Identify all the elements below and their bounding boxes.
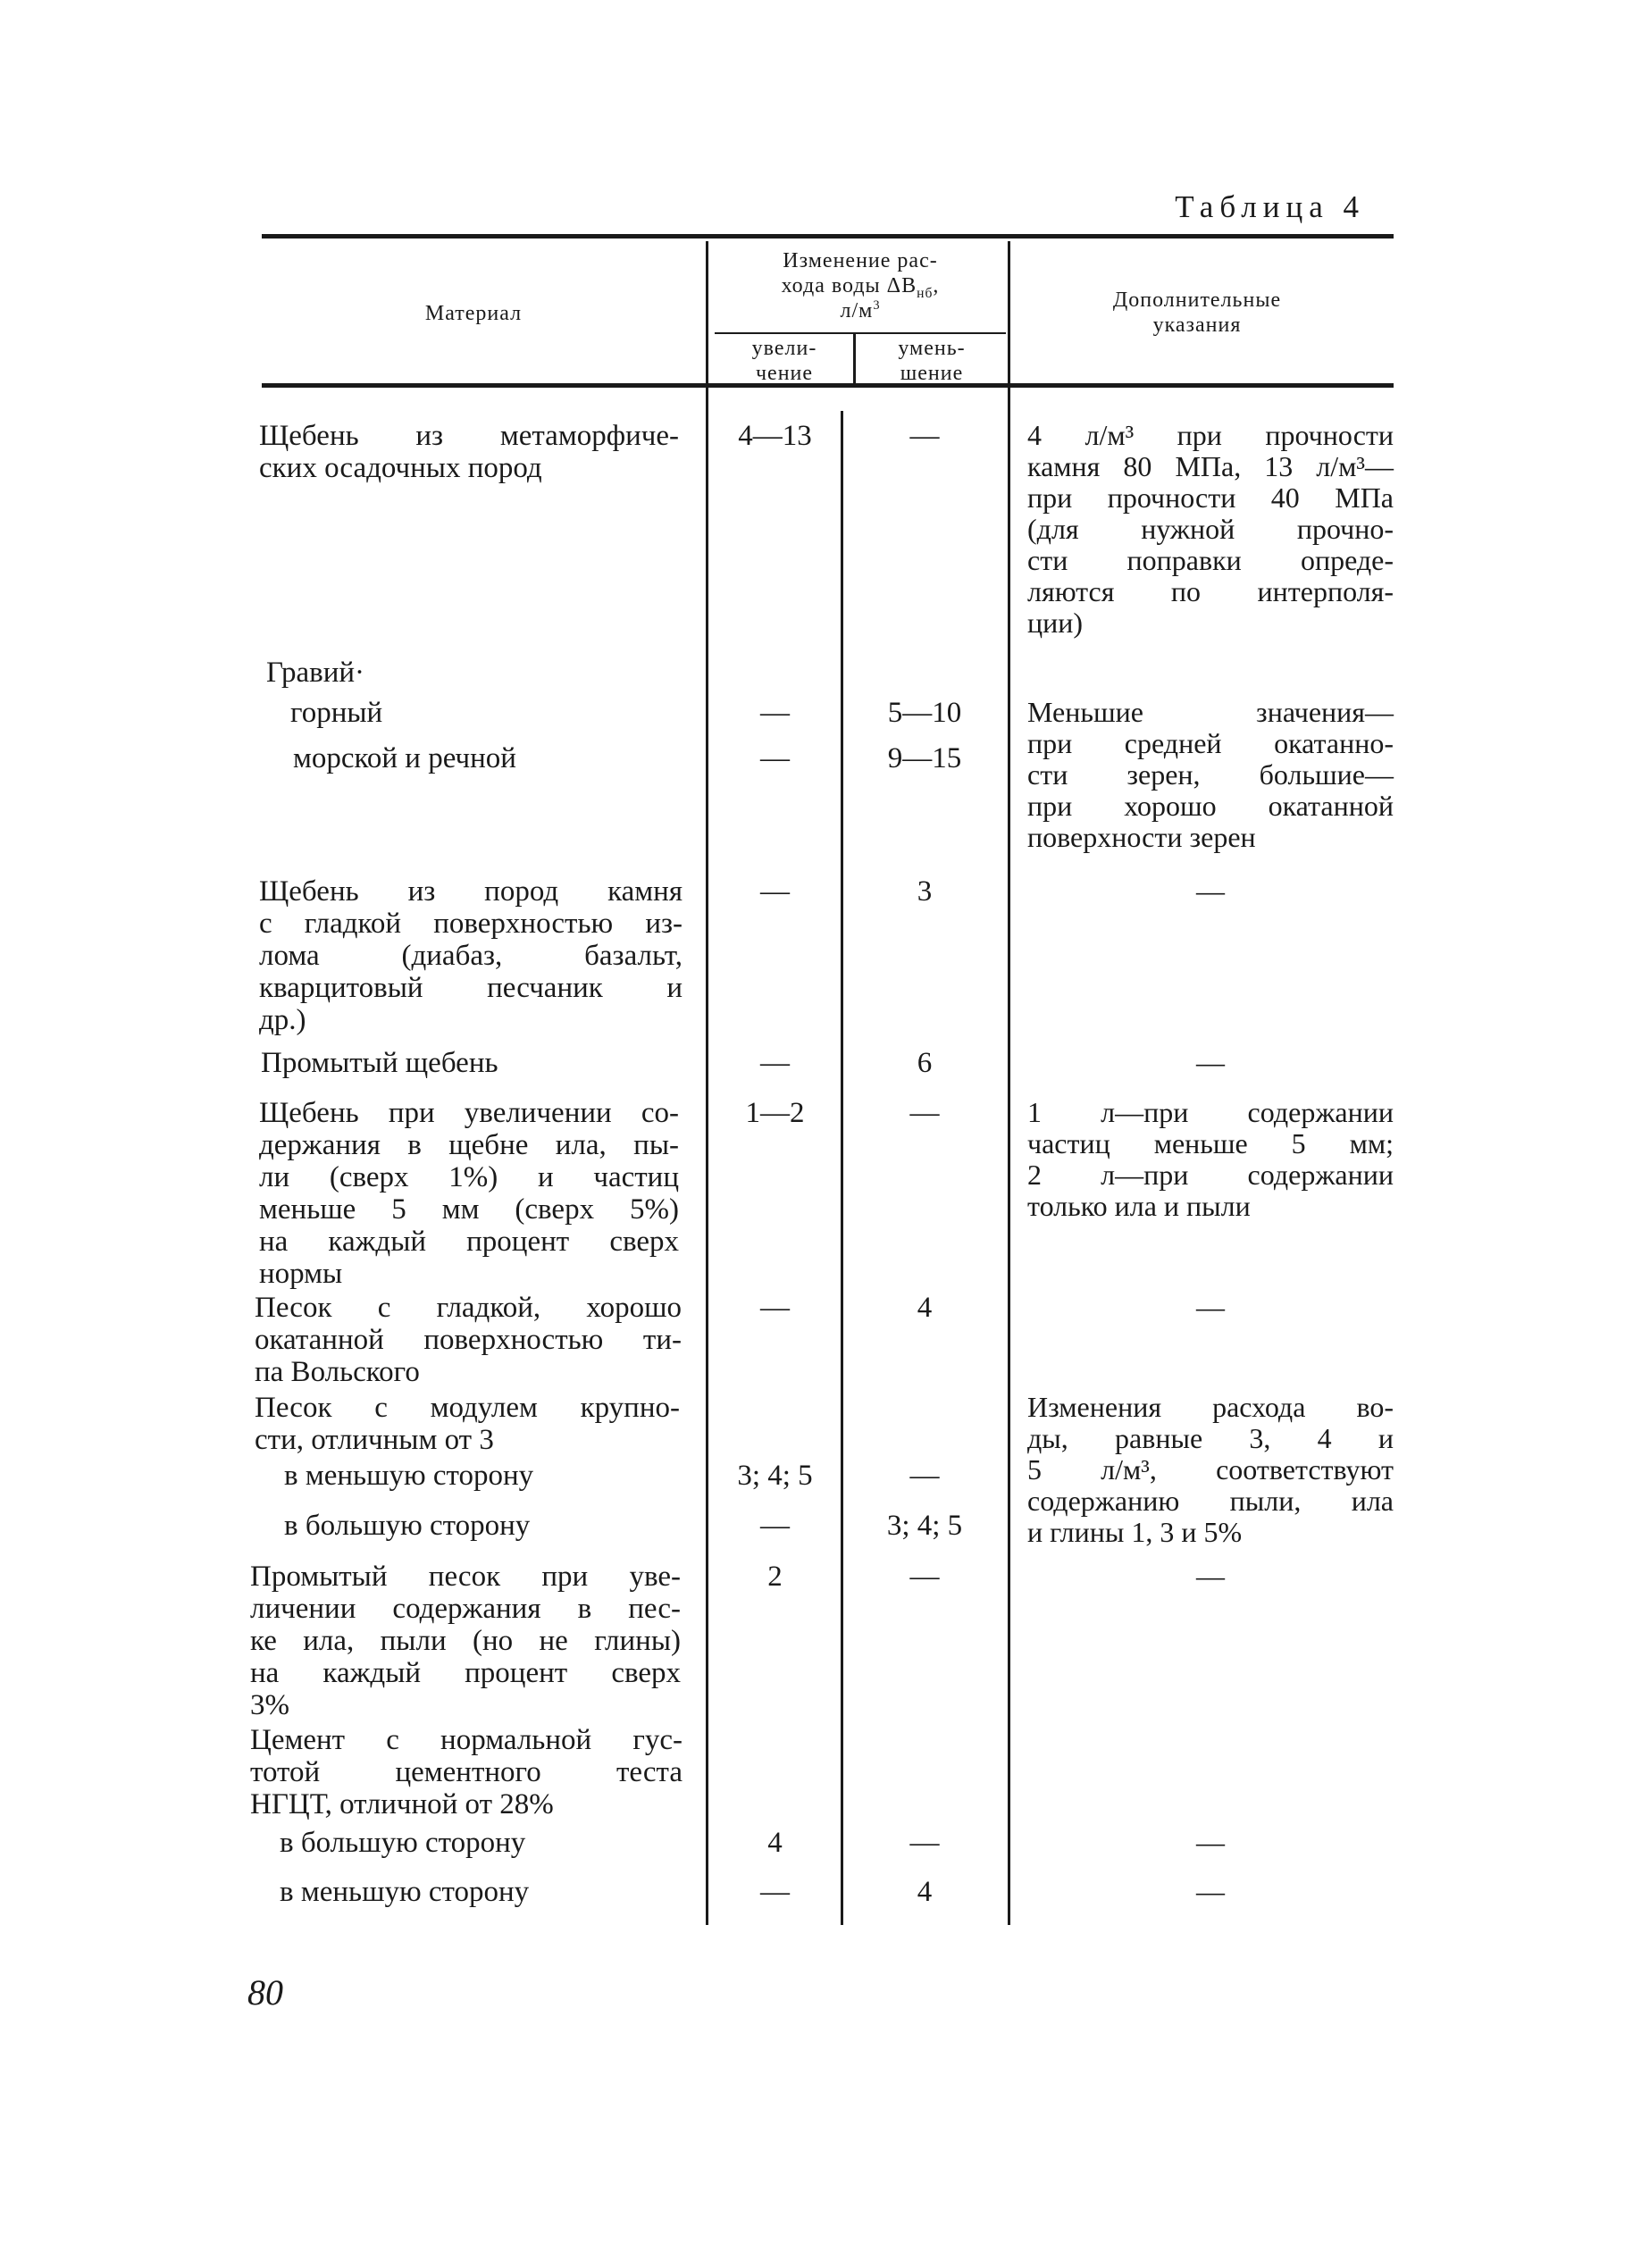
note-line: 4 л/м³ при прочности xyxy=(1027,419,1394,451)
material-line: меньше 5 мм (сверх 5%) xyxy=(259,1193,679,1226)
material-line: морской и речной xyxy=(293,742,516,774)
increase-cell: 1—2 xyxy=(745,1097,805,1129)
decrease-cell: 4 xyxy=(917,1876,933,1908)
material-line: с гладкой поверхностью из- xyxy=(259,908,683,940)
material-line: в большую сторону xyxy=(280,1827,526,1859)
material-line: Гравий· xyxy=(266,657,365,689)
material-line: Песок с гладкой, хорошо xyxy=(255,1292,682,1324)
note-line: камня 80 МПа, 13 л/м³— xyxy=(1027,450,1394,482)
note-cell xyxy=(1027,1876,1394,1907)
note-line: — xyxy=(1196,1560,1225,1592)
material-line: в меньшую сторону xyxy=(280,1876,530,1908)
decrease-cell: 9—15 xyxy=(887,742,962,774)
note-cell xyxy=(1027,1561,1394,1592)
material-line: Промытый щебень xyxy=(261,1047,498,1079)
note-line: ды, равные 3, 4 и xyxy=(1027,1422,1394,1454)
header-water-change: Изменение рас- хода воды $\Delta В_{нб}$, $л/м^3$ xyxy=(781,249,940,322)
note-line: сти поправки опреде- xyxy=(1027,544,1394,576)
material-line: ке ила, пыли (но не глины) xyxy=(250,1625,681,1657)
note-cell xyxy=(1027,1292,1394,1323)
material-line: на каждый процент сверх xyxy=(259,1226,679,1258)
material-line: па Вольского xyxy=(255,1356,420,1388)
table-top-rule xyxy=(262,234,1394,239)
increase-cell: — xyxy=(760,1292,790,1324)
material-line: в меньшую сторону xyxy=(284,1460,534,1492)
material-cell xyxy=(280,1876,637,1908)
material-cell xyxy=(261,1047,565,1079)
material-cell xyxy=(255,1392,680,1456)
note-line: содержанию пыли, ила xyxy=(1027,1485,1394,1517)
increase-cell: — xyxy=(760,875,790,908)
material-cell xyxy=(259,420,679,484)
decrease-cell: — xyxy=(909,420,940,452)
note-line: сти зерен, большие— xyxy=(1027,758,1394,791)
note-line: при хорошо окатанной xyxy=(1027,790,1394,822)
note-line: Меньшие значения— xyxy=(1027,696,1394,728)
material-line: горный xyxy=(290,697,383,729)
table-caption: Таблица 4 xyxy=(1175,189,1365,224)
note-line: — xyxy=(1196,875,1225,907)
column-divider-3 xyxy=(1008,241,1010,1925)
increase-cell: — xyxy=(760,697,790,729)
note-cell xyxy=(1027,697,1394,853)
decrease-cell: 6 xyxy=(917,1047,933,1079)
material-line: др.) xyxy=(259,1004,306,1036)
note-line: при средней окатанно- xyxy=(1027,727,1394,759)
note-line: ции) xyxy=(1027,607,1084,639)
increase-cell: — xyxy=(760,1876,790,1908)
material-cell xyxy=(255,1292,682,1388)
material-line: на каждый процент сверх xyxy=(250,1657,681,1689)
material-cell xyxy=(280,1827,637,1859)
header-subrule xyxy=(715,332,1006,334)
material-line: НГЦТ, отличной от 28% xyxy=(250,1788,554,1820)
note-line: Изменения расхода во- xyxy=(1027,1391,1394,1423)
material-line: Цемент с нормальной гус- xyxy=(250,1724,683,1756)
material-line: Щебень из метаморфиче- xyxy=(259,420,679,452)
decrease-cell: — xyxy=(909,1561,940,1593)
decrease-cell: — xyxy=(909,1460,940,1492)
material-line: Щебень при увеличении со- xyxy=(259,1097,679,1129)
material-cell xyxy=(284,1510,641,1542)
increase-cell: — xyxy=(760,742,790,774)
note-cell xyxy=(1027,1827,1394,1858)
note-cell xyxy=(1027,875,1394,907)
page-number: 80 xyxy=(247,1972,283,2013)
decrease-cell: 3; 4; 5 xyxy=(886,1510,963,1542)
material-cell xyxy=(266,657,445,689)
material-line: ли (сверх 1%) и частиц xyxy=(259,1161,679,1193)
note-line: при прочности 40 МПа xyxy=(1027,481,1394,514)
note-cell xyxy=(1027,1392,1394,1548)
note-line: поверхности зерен xyxy=(1027,821,1256,853)
material-line: личении содержания в пес- xyxy=(250,1593,681,1625)
note-cell xyxy=(1027,1047,1394,1078)
header-notes: Дополнительные указания xyxy=(1112,289,1282,337)
decrease-cell: 3 xyxy=(917,875,933,908)
material-line: в большую сторону xyxy=(284,1510,531,1542)
header-material: Материал xyxy=(424,302,523,325)
material-line: Промытый песок при уве- xyxy=(250,1561,681,1593)
material-line: лома (диабаз, базальт, xyxy=(259,940,683,972)
material-line: держания в щебне ила, пы- xyxy=(259,1129,679,1161)
note-line: только ила и пыли xyxy=(1027,1190,1251,1222)
note-line: и глины 1, 3 и 5% xyxy=(1027,1516,1243,1548)
decrease-cell: — xyxy=(909,1097,940,1129)
increase-cell: — xyxy=(760,1047,790,1079)
note-line: ляются по интерполя- xyxy=(1027,575,1394,607)
material-cell xyxy=(259,1097,679,1290)
increase-cell: 4 xyxy=(767,1827,783,1859)
note-line: 2 л—при содержании xyxy=(1027,1159,1394,1191)
note-line: частиц меньше 5 мм; xyxy=(1027,1127,1394,1159)
material-cell xyxy=(284,1460,641,1492)
note-line: 5 л/м³, соответствуют xyxy=(1027,1453,1394,1485)
note-line: — xyxy=(1196,1875,1225,1907)
column-divider-1 xyxy=(706,241,708,1925)
material-cell xyxy=(290,697,558,729)
material-line: Щебень из пород камня xyxy=(259,875,683,908)
material-cell xyxy=(293,742,668,774)
header-increase: увели- чение xyxy=(751,337,817,385)
increase-cell: 4—13 xyxy=(738,420,812,452)
note-cell xyxy=(1027,420,1394,639)
note-cell xyxy=(1027,1097,1394,1222)
material-line: 3% xyxy=(250,1689,289,1721)
increase-cell: — xyxy=(760,1510,790,1542)
header-decrease: умень- шение xyxy=(898,337,966,385)
decrease-cell: 4 xyxy=(917,1292,933,1324)
material-line: нормы xyxy=(259,1258,343,1290)
material-line: сти, отличным от 3 xyxy=(255,1424,494,1456)
material-line: Песок с модулем крупно- xyxy=(255,1392,680,1424)
material-line: тотой цементного теста xyxy=(250,1756,683,1788)
note-line: 1 л—при содержании xyxy=(1027,1096,1394,1128)
material-line: кварцитовый песчаник и xyxy=(259,972,683,1004)
note-line: — xyxy=(1196,1291,1225,1323)
decrease-cell: — xyxy=(909,1827,940,1859)
increase-cell: 2 xyxy=(767,1561,783,1593)
column-divider-2 xyxy=(853,332,856,386)
material-cell xyxy=(250,1724,683,1820)
material-line: окатанной поверхностью ти- xyxy=(255,1324,682,1356)
note-line: — xyxy=(1196,1826,1225,1858)
increase-cell: 3; 4; 5 xyxy=(737,1460,813,1492)
note-line: (для нужной прочно- xyxy=(1027,513,1394,545)
column-divider-2-body xyxy=(841,411,843,1925)
material-cell xyxy=(250,1561,681,1721)
note-line: — xyxy=(1196,1046,1225,1078)
material-cell xyxy=(259,875,683,1036)
material-line: ских осадочных пород xyxy=(259,452,542,484)
decrease-cell: 5—10 xyxy=(887,697,962,729)
